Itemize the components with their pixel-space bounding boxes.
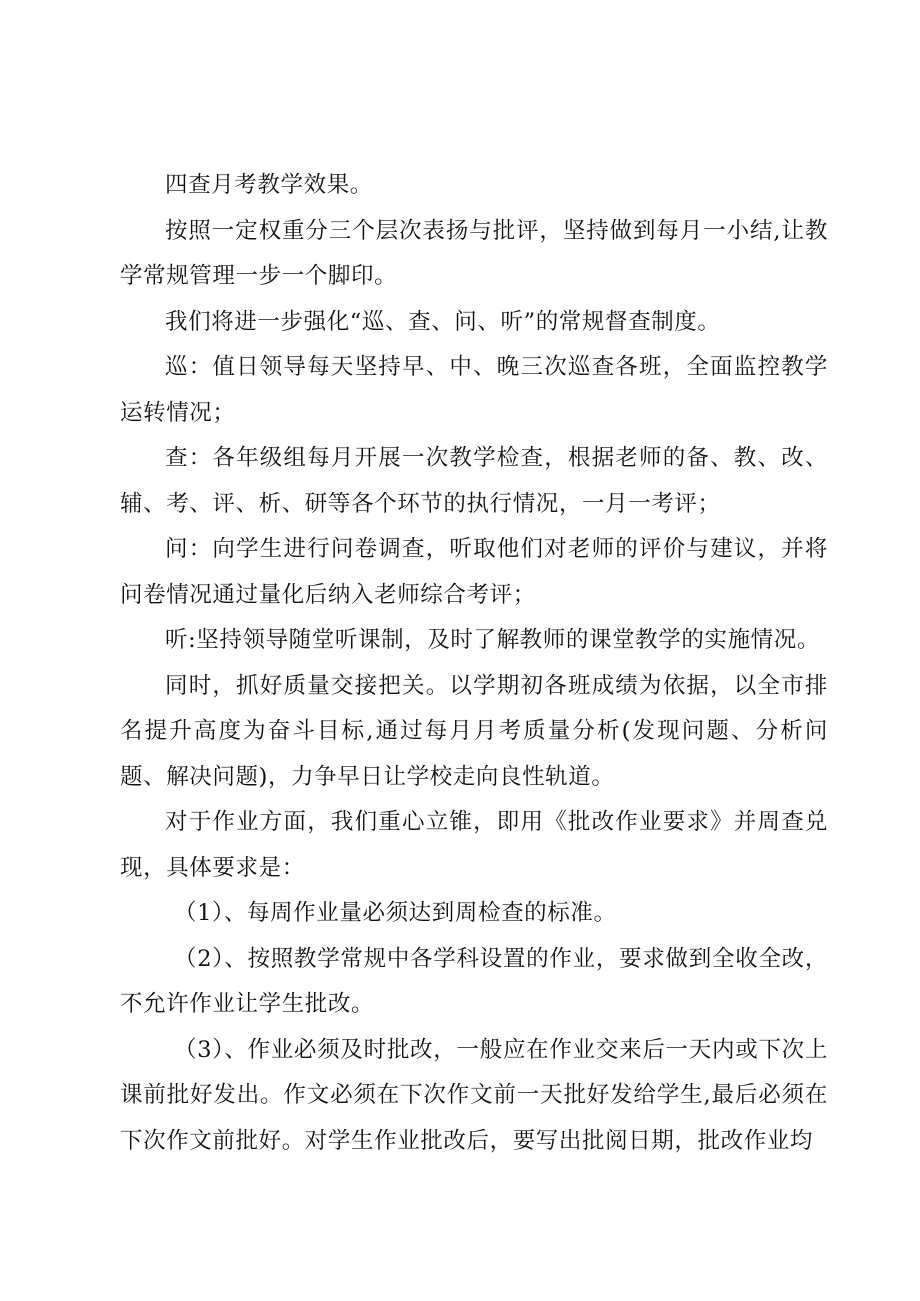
paragraph-supervision-system: 我们将进一步强化“巡、查、问、听”的常规督查制度。 bbox=[165, 308, 721, 335]
paragraph-homework: 对于作业方面，我们重心立锥，即用《批改作业要求》并周查兑现，具体要求是： bbox=[120, 809, 828, 881]
paragraph-praise-criticism: 按照一定权重分三个层次表扬与批评，坚持做到每月一小结,让教学常规管理一步一个脚印。 bbox=[120, 217, 828, 289]
paragraph-monthly-exam: 四查月考教学效果。 bbox=[165, 172, 373, 198]
list-item-1: （1）、每周作业量必须达到周检查的标准。 bbox=[174, 900, 617, 926]
document-body bbox=[120, 163, 828, 1164]
paragraph-survey: 问：向学生进行问卷调查，听取他们对老师的评价与建议，并将问卷情况通过量化后纳入老师综合考评； bbox=[120, 536, 828, 608]
list-item-3: （3）、作业必须及时批改，一般应在作业交来后一天内或下次上课前批好发出。作文必须在下次作文前一天批好发给学生,最后必须在下次作文前批好。对学生作业批改后，要写出批阅日期，批改作业均 bbox=[120, 1036, 828, 1154]
paragraph-quality-handover: 同时，抓好质量交接把关。以学期初各班成绩为依据，以全市排名提升高度为奋斗目标,通过每月月考质量分析(发现问题、分析问题、解决问题)，力争早日让学校走向良性轨道。 bbox=[120, 672, 828, 790]
paragraph-listen: 听:坚持领导随堂听课制，及时了解教师的课堂教学的实施情况。 bbox=[165, 627, 820, 653]
paragraph-patrol: 巡：值日领导每天坚持早、中、晚三次巡查各班，全面监控教学运转情况； bbox=[120, 354, 828, 426]
list-item-2: （2）、按照教学常规中各学科设置的作业，要求做到全收全改，不允许作业让学生批改。 bbox=[120, 945, 828, 1017]
paragraph-inspect: 查：各年级组每月开展一次教学检查，根据老师的备、教、改、辅、考、评、析、研等各个环节的执行情况，一月一考评； bbox=[120, 445, 828, 517]
